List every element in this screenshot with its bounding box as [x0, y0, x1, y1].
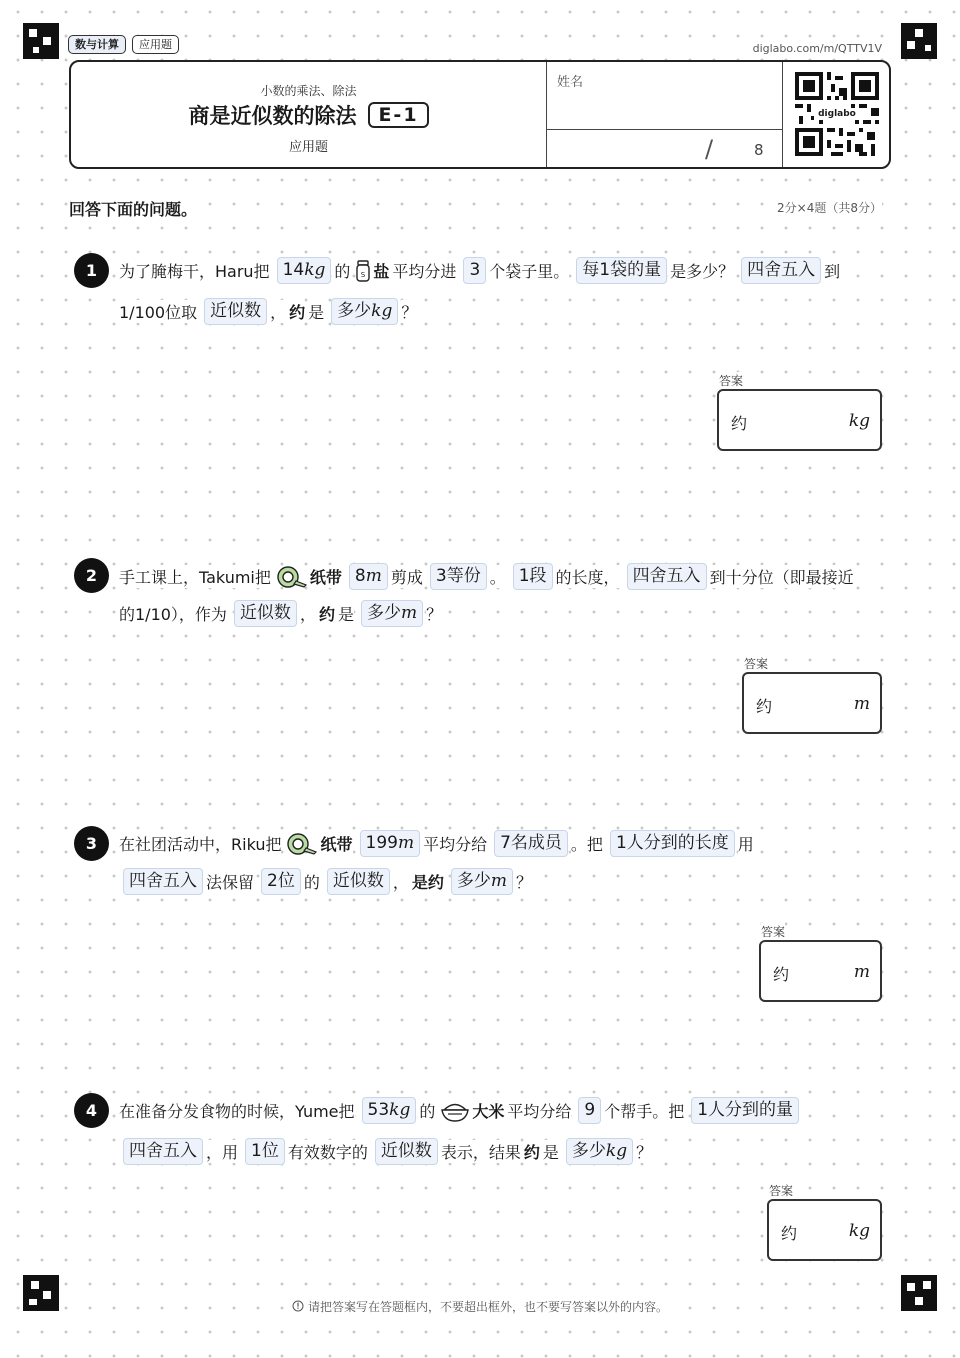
q1-text: 1/100位取: [119, 300, 197, 323]
q4-text: 在准备分发食物的时候，Yume把: [119, 1099, 355, 1122]
question-number-1: 1: [74, 253, 109, 288]
q1-text: 是: [308, 300, 324, 323]
q3-target: 1人分到的长度: [610, 830, 735, 857]
corner-marker-top-right: [901, 23, 937, 59]
q3-text: 用: [738, 832, 754, 855]
q3-length-number: 199: [365, 833, 398, 853]
q2-text: ，: [300, 602, 316, 625]
q3-rounding: 四舍五入: [123, 868, 203, 895]
q3-length-value: [360, 830, 421, 857]
q3-text: ，: [393, 870, 409, 893]
question-number-4: 4: [74, 1093, 109, 1128]
q4-rounding: 四舍五入: [123, 1138, 203, 1165]
q4-text: 有效数字的: [288, 1140, 368, 1163]
q1-text: 平均分进: [392, 259, 456, 282]
worksheet-code: E-1: [368, 102, 428, 128]
answer-unit-2: m: [853, 694, 870, 714]
q3-item: 纸带: [320, 832, 352, 855]
header-title-row: [71, 100, 546, 130]
header-kind: 应用题: [288, 140, 328, 155]
q4-helpers: 9: [578, 1097, 601, 1124]
answer-box-3[interactable]: [759, 940, 882, 1002]
q1-rounding: 四舍五入: [741, 257, 821, 284]
answer-prefix-1: 约: [731, 414, 748, 433]
q1-how-much: [331, 298, 398, 325]
question-1-line-1: [119, 257, 843, 284]
q1-how-much-text: 多少: [337, 301, 372, 321]
q3-how-much-unit: m: [490, 871, 508, 891]
answer-box-1[interactable]: [717, 389, 882, 451]
q2-how-much-text: 多少: [366, 603, 401, 623]
footer-text: 请把答案写在答题框内，不要超出框外，也不要写答案以外的内容。: [307, 1300, 668, 1314]
q4-digits: 1位: [245, 1138, 285, 1165]
info-icon: [292, 1300, 304, 1312]
q1-text: 个袋子里。: [489, 259, 569, 282]
q4-text: 平均分给: [507, 1099, 571, 1122]
header-title-block: [71, 62, 546, 167]
q2-length-number: 8: [354, 566, 366, 586]
q2-target: 1段: [513, 563, 553, 590]
q4-mass-number: 53: [367, 1100, 390, 1120]
q3-text: 的: [304, 870, 320, 893]
q4-about: 约: [524, 1140, 540, 1163]
q3-about: 是约: [412, 870, 444, 893]
q1-approx: 近似数: [204, 298, 267, 325]
worksheet-url: diglabo.com/m/QTTV1V: [752, 42, 882, 55]
q2-approx: 近似数: [234, 600, 297, 627]
q4-text: ？: [636, 1140, 652, 1163]
q3-text: ？: [516, 870, 532, 893]
answer-prefix-4: 约: [781, 1224, 798, 1243]
answer-label-4: 答案: [769, 1184, 794, 1198]
question-3-line-2: [119, 868, 535, 895]
worksheet-header: [69, 60, 891, 169]
instruction-text: 回答下面的问题。: [69, 197, 197, 220]
name-field[interactable]: [546, 62, 782, 130]
score-field[interactable]: [546, 130, 782, 169]
q1-mass-unit: kg: [304, 260, 326, 280]
answer-label-1: 答案: [719, 374, 744, 388]
answer-label-2: 答案: [744, 657, 769, 671]
question-2-line-2: [119, 600, 445, 627]
q2-how-much-unit: m: [400, 603, 418, 623]
corner-marker-top-left: [23, 23, 59, 59]
q4-text: 的: [419, 1099, 435, 1122]
q1-how-much-unit: kg: [371, 301, 393, 321]
q3-digits: 2位: [261, 868, 301, 895]
question-4-line-1: [119, 1097, 802, 1124]
q2-text: 手工课上，Takumi把: [119, 565, 271, 588]
q2-text: ？: [426, 602, 442, 625]
q2-parts: 3等份: [430, 563, 487, 590]
q2-item: 纸带: [310, 565, 342, 588]
answer-unit-4: kg: [848, 1221, 870, 1241]
q2-text: 是: [338, 602, 354, 625]
qr-label: diglabo: [814, 108, 860, 120]
q1-text: 的: [334, 259, 350, 282]
q4-approx: 近似数: [375, 1138, 438, 1165]
question-2-line-1: [119, 563, 857, 590]
q1-text: 为了腌梅干，Haru把: [119, 259, 270, 282]
tag-type: 应用题: [132, 35, 179, 54]
q3-how-much-text: 多少: [456, 871, 491, 891]
q4-target: 1人分到的量: [691, 1097, 799, 1124]
q1-text: 是多少？: [670, 259, 734, 282]
q4-how-much-unit: kg: [605, 1141, 628, 1161]
paper-tape-icon: [276, 565, 308, 589]
rice-bowl-icon: [440, 1099, 470, 1123]
answer-prefix-2: 约: [756, 697, 773, 716]
answer-box-4[interactable]: [767, 1199, 882, 1261]
points-text: 2分×4题（共8分）: [777, 201, 882, 215]
question-1-line-2: [119, 298, 420, 325]
svg-text:S: S: [361, 270, 366, 279]
tag-category: 数与计算: [68, 35, 126, 54]
q1-bag-count: 3: [463, 257, 486, 284]
q4-text: 表示，结果: [441, 1140, 521, 1163]
q3-text: 。把: [571, 832, 603, 855]
salt-shaker-icon: [355, 259, 371, 283]
q3-text: 在社团活动中，Riku把: [119, 832, 281, 855]
score-total: 8: [754, 141, 764, 159]
q2-length-unit: m: [365, 566, 382, 586]
question-3-line-1: [119, 830, 757, 857]
question-number-3: 3: [74, 826, 109, 861]
answer-label-3: 答案: [761, 925, 786, 939]
q2-text: 。: [490, 565, 506, 588]
q3-approx: 近似数: [327, 868, 390, 895]
qr-area: [782, 62, 891, 167]
header-subtitle: 小数的乘法、除法: [260, 84, 357, 98]
answer-box-2[interactable]: [742, 672, 882, 734]
q2-how-much: [361, 600, 423, 627]
answer-unit-3: m: [853, 962, 870, 982]
q1-item: 盐: [373, 259, 389, 282]
score-slash: /: [705, 135, 714, 163]
q1-text: 到: [824, 259, 840, 282]
page-title: 商是近似数的除法: [188, 104, 357, 128]
name-label: 姓名: [557, 75, 584, 90]
q4-text: 是: [543, 1140, 559, 1163]
footer-inner: [286, 1300, 674, 1314]
question-number-2: 2: [74, 558, 109, 593]
q2-rounding: 四舍五入: [627, 563, 707, 590]
q4-text: 个帮手。把: [604, 1099, 684, 1122]
q3-members: 7名成员: [494, 830, 568, 857]
q2-about: 约: [319, 602, 335, 625]
q1-mass-value: [277, 257, 332, 284]
question-4-line-2: [119, 1138, 655, 1165]
q4-mass-unit: kg: [389, 1100, 411, 1120]
q4-text: ，用: [206, 1140, 238, 1163]
q3-how-much: [451, 868, 513, 895]
q1-about: 约: [289, 300, 305, 323]
q2-text: 剪成: [391, 565, 423, 588]
q2-text: 的1/10），作为: [119, 602, 227, 625]
q3-length-unit: m: [397, 833, 415, 853]
paper-tape-icon: [286, 832, 318, 856]
q2-text: 的长度，: [556, 565, 620, 588]
answer-prefix-3: 约: [773, 965, 790, 984]
answer-unit-1: kg: [848, 411, 870, 431]
q1-mass-number: 14: [282, 260, 305, 280]
q4-how-much: [566, 1138, 633, 1165]
footer-note: [0, 1298, 960, 1315]
q4-item: 大米: [472, 1099, 504, 1122]
q1-target: 每1袋的量: [576, 257, 667, 284]
q1-text: ，: [270, 300, 286, 323]
category-tags: [68, 35, 179, 54]
q2-text: 到十分位（即最接近: [710, 565, 854, 588]
q4-mass-value: [362, 1097, 417, 1124]
q2-length-value: [349, 563, 388, 590]
q4-how-much-text: 多少: [571, 1141, 606, 1161]
q3-text: 平均分给: [423, 832, 487, 855]
q1-text: ？: [401, 300, 417, 323]
q3-text: 法保留: [206, 870, 254, 893]
